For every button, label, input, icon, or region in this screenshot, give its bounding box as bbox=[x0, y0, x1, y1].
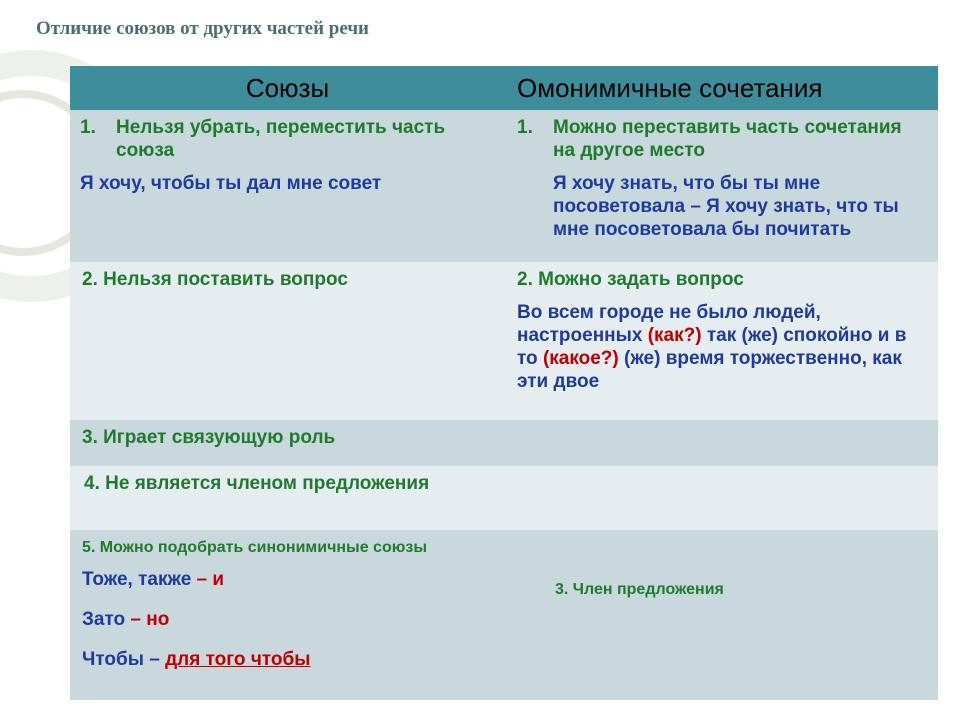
comparison-table bbox=[70, 66, 938, 700]
row2-left-cell bbox=[70, 262, 505, 420]
table-row bbox=[70, 262, 938, 420]
row2-right-cell bbox=[505, 262, 938, 420]
header-row bbox=[70, 66, 938, 110]
row1-left-rule: 1. Нельзя убрать, переместить часть союза bbox=[80, 117, 446, 161]
row4-right-cell bbox=[505, 466, 938, 530]
row4-left-cell bbox=[70, 466, 505, 530]
header-conjunctions: Союзы bbox=[70, 66, 505, 110]
row1-right-example: Я хочу знать, что бы ты мне посоветовала – Я хочу знать, что ты мне посоветовала бы почитать bbox=[553, 173, 899, 240]
row1-right-cell bbox=[505, 110, 938, 262]
slide-title: Отличие союзов от других частей речи bbox=[36, 18, 369, 39]
synonym-line-1: Тоже, также – и bbox=[82, 569, 225, 590]
row4-left-rule: 4. Не является членом предложения bbox=[84, 473, 430, 494]
row1-right-rule: 1. Можно переставить часть сочетания на другое место bbox=[517, 117, 902, 161]
table-row bbox=[70, 466, 938, 530]
table-row bbox=[70, 530, 938, 700]
row2-right-example: Во всем городе не было людей, настроенных (как?) так (же) спокойно и в то (какое?) (же) время торжественно, как эти двое bbox=[517, 302, 907, 392]
row5-left-rule: 5. Можно подобрать синонимичные союзы bbox=[82, 539, 427, 556]
row3-right-cell bbox=[505, 420, 938, 466]
table-row bbox=[70, 110, 938, 262]
table-row bbox=[70, 420, 938, 466]
row1-left-cell bbox=[70, 110, 505, 262]
row1-left-example: Я хочу, чтобы ты дал мне совет bbox=[80, 173, 382, 194]
row5-right-cell bbox=[505, 530, 938, 700]
row5-left-cell bbox=[70, 530, 505, 700]
synonym-line-3: Чтобы – для того чтобы bbox=[82, 649, 311, 670]
row2-left-rule: 2. Нельзя поставить вопрос bbox=[82, 269, 348, 290]
row3-left-rule: 3. Играет связующую роль bbox=[82, 427, 336, 448]
synonym-line-2: Зато – но bbox=[82, 609, 170, 630]
row5-right-rule: 3. Член предложения bbox=[555, 581, 724, 598]
header-homonymous: Омонимичные сочетания bbox=[505, 66, 938, 110]
row3-left-cell bbox=[70, 420, 505, 466]
row2-right-rule: 2. Можно задать вопрос bbox=[517, 269, 744, 290]
